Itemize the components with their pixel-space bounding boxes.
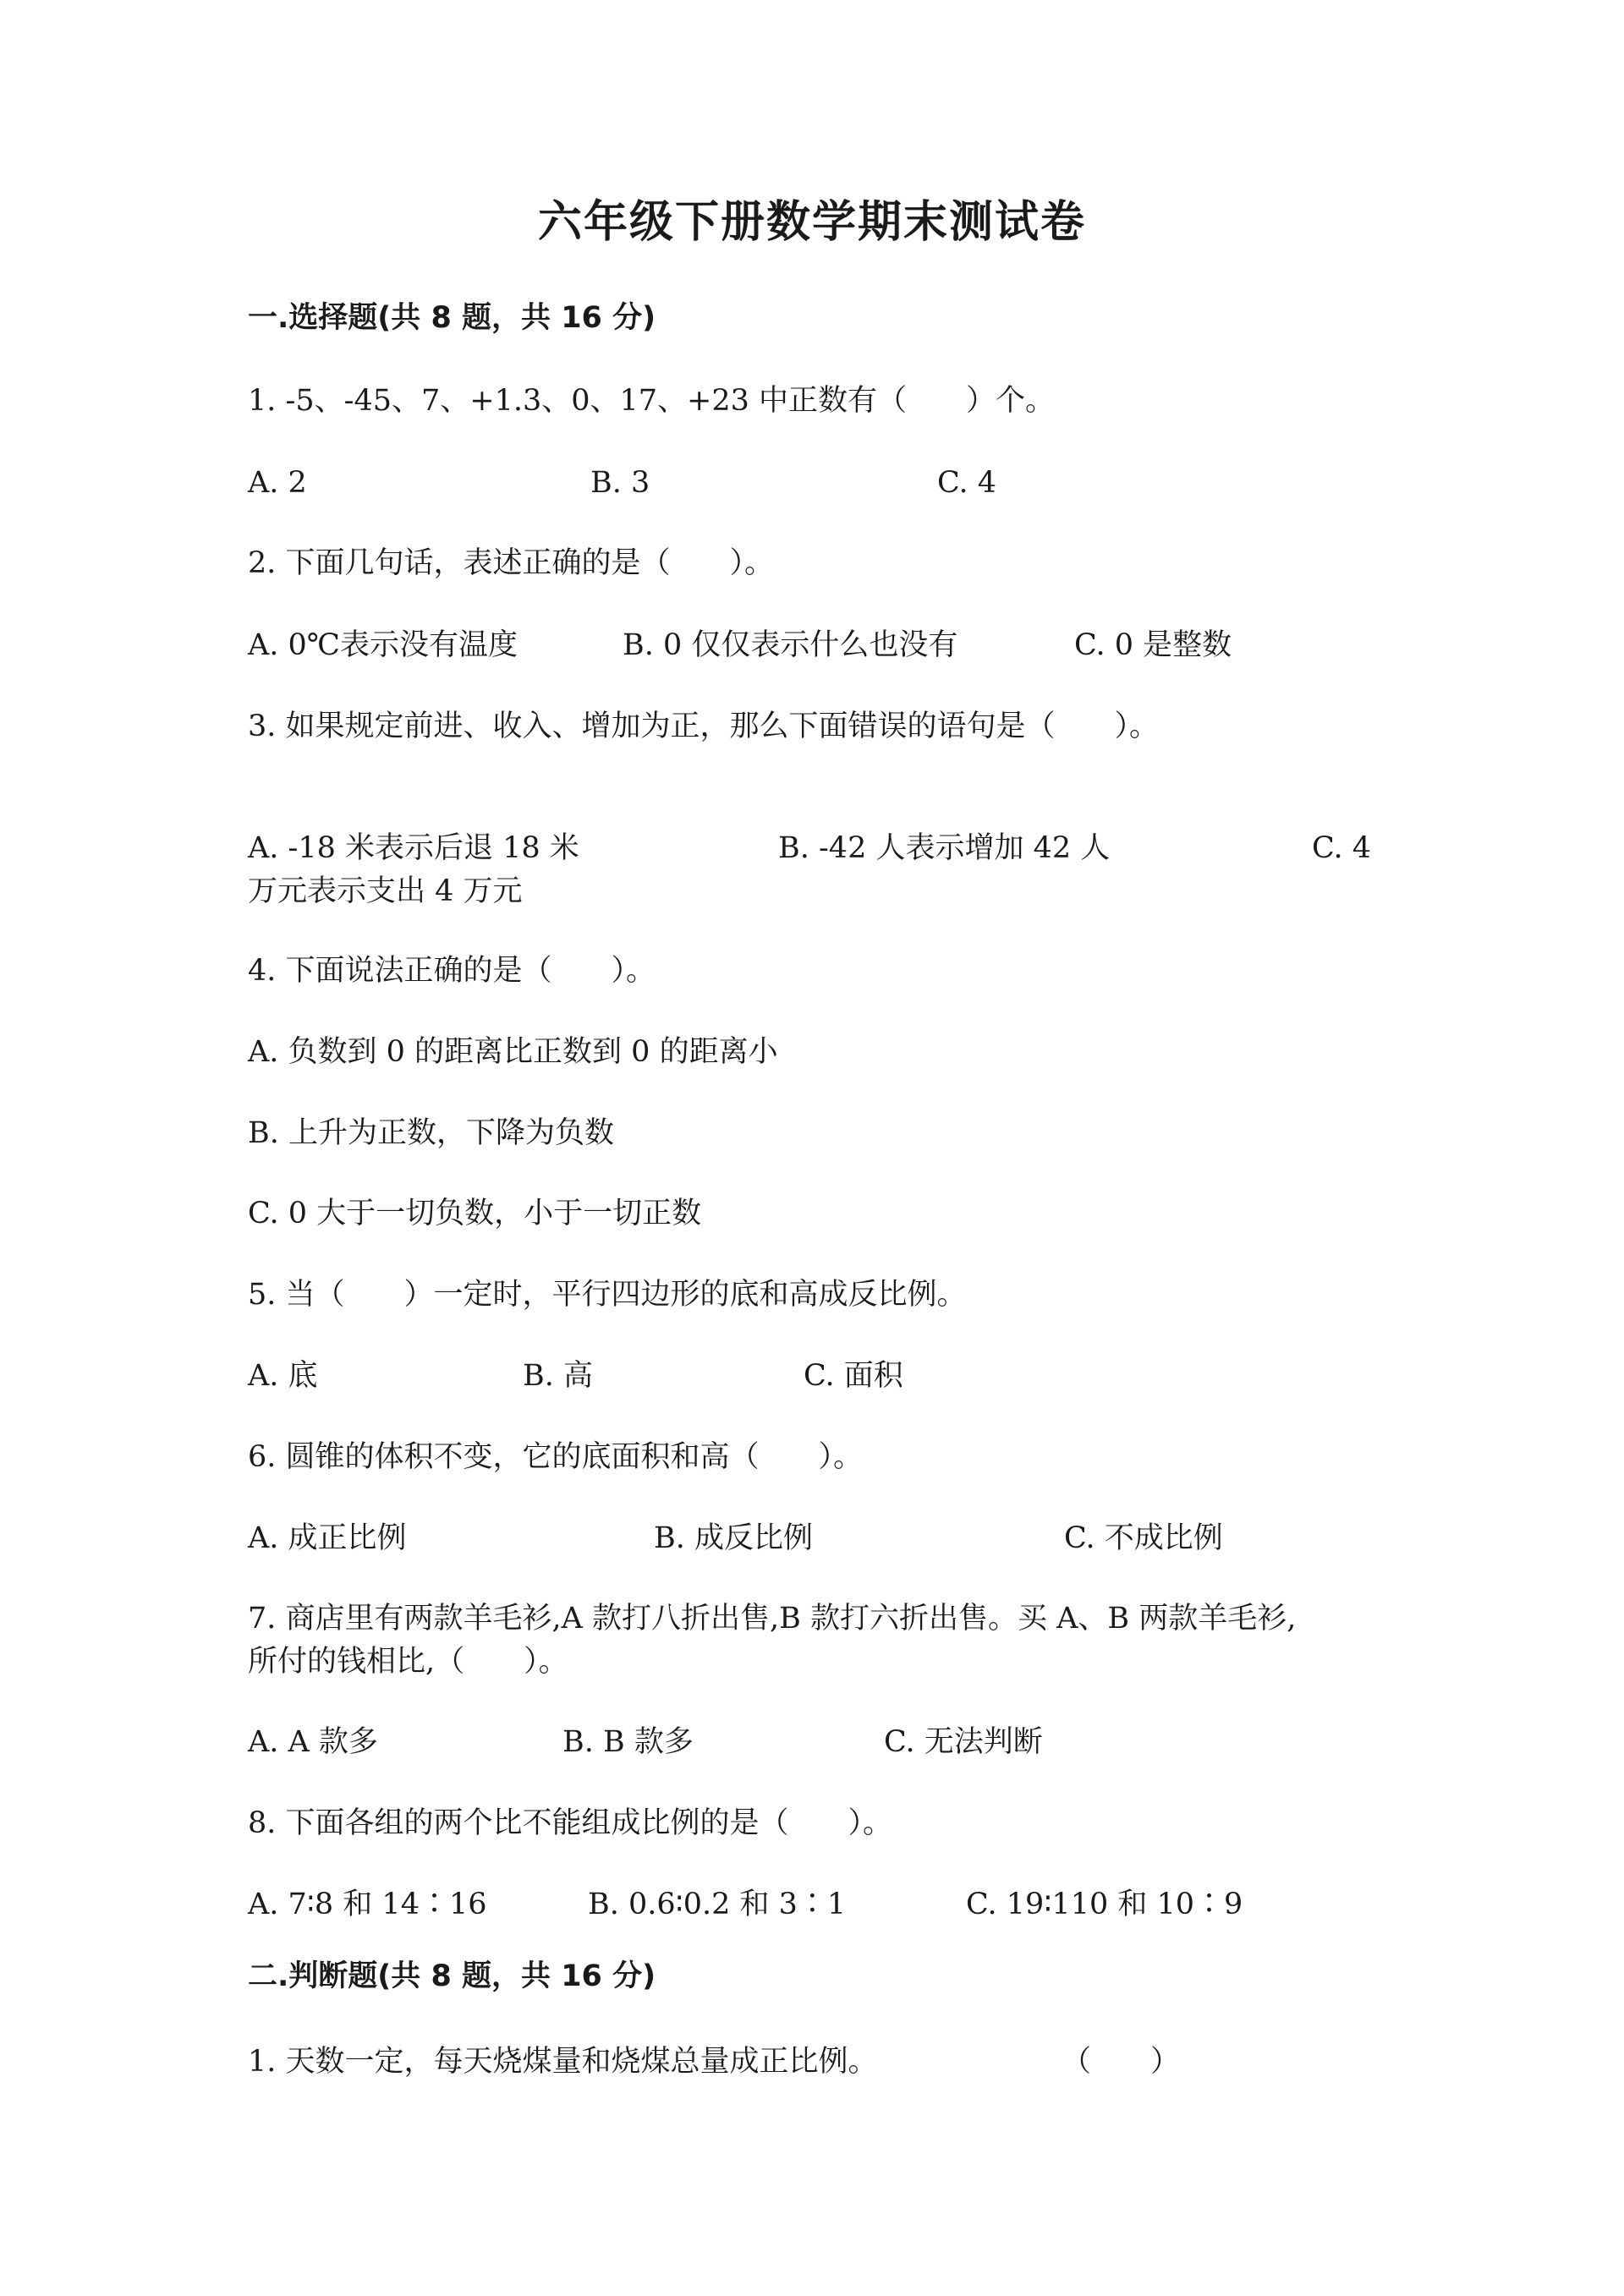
section-heading-judgment: 二.判断题(共 8 题，共 16 分) [248, 1959, 656, 1993]
q2-option-c: C. 0 是整数 [1074, 628, 1232, 662]
question-4-text: 4. 下面说法正确的是（ ）。 [248, 954, 656, 988]
q1-option-b: B. 3 [590, 466, 650, 500]
q1-option-c: C. 4 [937, 466, 997, 500]
q4-option-b: B. 上升为正数，下降为负数 [248, 1116, 614, 1150]
question-2-text: 2. 下面几句话，表述正确的是（ ）。 [248, 546, 775, 580]
section-heading-choice: 一.选择题(共 8 题，共 16 分) [248, 301, 656, 335]
question-8-text: 8. 下面各组的两个比不能组成比例的是（ ）。 [248, 1806, 893, 1840]
q7-option-a: A. A 款多 [248, 1725, 378, 1759]
question-7-text-continued: 所付的钱相比,（ ）。 [248, 1645, 568, 1679]
q6-option-a: A. 成正比例 [248, 1521, 407, 1555]
q3-option-c: C. 4 [1312, 831, 1372, 865]
q5-option-a: A. 底 [248, 1359, 318, 1393]
question-5-text: 5. 当（ ）一定时，平行四边形的底和高成反比例。 [248, 1278, 967, 1312]
question-7-text: 7. 商店里有两款羊毛衫,A 款打八折出售,B 款打六折出售。买 A、B 两款羊毛衫, [248, 1602, 1297, 1636]
q2-option-b: B. 0 仅仅表示什么也没有 [623, 628, 958, 662]
q5-option-b: B. 高 [523, 1359, 593, 1393]
question-3-text: 3. 如果规定前进、收入、增加为正，那么下面错误的语句是（ ）。 [248, 710, 1160, 743]
q8-option-a: A. 7∶8 和 14∶16 [248, 1888, 487, 1921]
q3-option-b: B. -42 人表示增加 42 人 [778, 831, 1111, 865]
q6-option-b: B. 成反比例 [654, 1521, 813, 1555]
q3-option-c-continued: 万元表示支出 4 万元 [248, 874, 523, 908]
q2-option-a: A. 0℃表示没有温度 [248, 628, 518, 662]
q1-option-a: A. 2 [248, 466, 307, 500]
q4-option-a: A. 负数到 0 的距离比正数到 0 的距离小 [248, 1035, 778, 1069]
question-1-text: 1. -5、-45、7、+1.3、0、17、+23 中正数有（ ）个。 [248, 384, 1056, 418]
q8-option-b: B. 0.6∶0.2 和 3∶1 [588, 1888, 847, 1921]
judgment-question-1-answer-blank[interactable]: （ ） [1062, 2045, 1181, 2079]
judgment-question-1-text: 1. 天数一定，每天烧煤量和烧煤总量成正比例。 [248, 2045, 878, 2079]
q7-option-b: B. B 款多 [562, 1725, 694, 1759]
page-title: 六年级下册数学期末测试卷 [537, 197, 1086, 248]
q8-option-c: C. 19∶110 和 10∶9 [966, 1888, 1243, 1921]
question-6-text: 6. 圆锥的体积不变，它的底面积和高（ ）。 [248, 1440, 864, 1474]
q7-option-c: C. 无法判断 [884, 1725, 1043, 1759]
q5-option-c: C. 面积 [804, 1359, 903, 1393]
q6-option-c: C. 不成比例 [1064, 1521, 1223, 1555]
q4-option-c: C. 0 大于一切负数，小于一切正数 [248, 1197, 702, 1230]
q3-option-a: A. -18 米表示后退 18 米 [248, 831, 579, 865]
